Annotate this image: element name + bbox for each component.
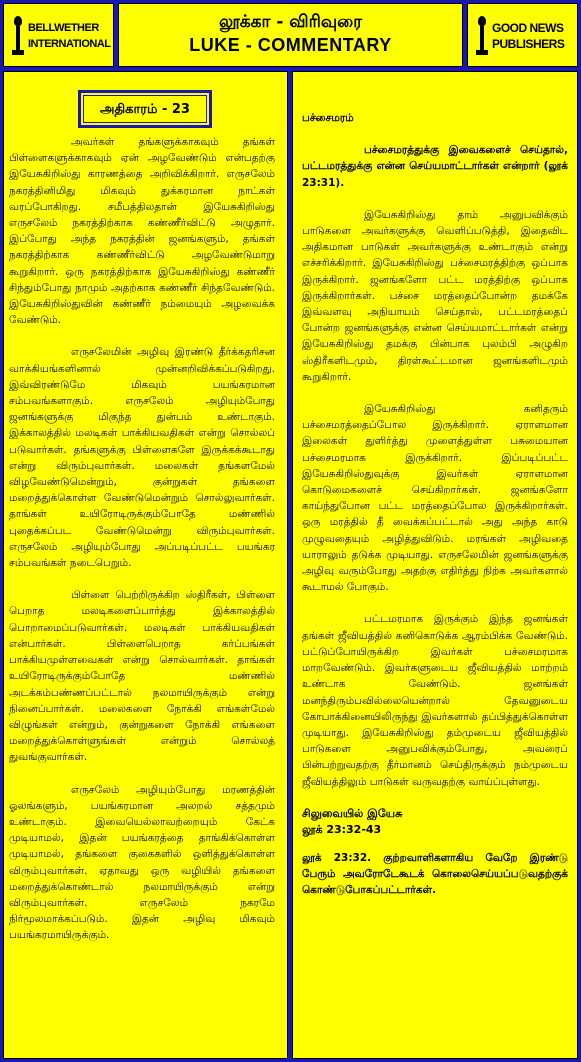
right-paragraph: இயேசுகிறிஸ்து கனிதரும் பச்சைமரத்தைப்போல இருக்கிறார். ஏராளமான இலைகள் துளிர்த்து முளைத்துள்ள பசுமையான பச்சைமரமாக இருக்கிறார். இப்படிப்பட்ட இயேசுகிறிஸ்துவுக்கு இவர்கள் ஏராளமான கொடுமைகளைச் செய்கிறார்கள். ஜனங்களோ காய்ந்துபோன பட்ட மரத்தைப்போல இருக்கிறார்கள். ஒரு மரத்தில் தீ வைக்கப்பட்டால் அது அந்த காடு முழுவதையும் அழித்துவிடும். மரங்கள் அழிவதை யாராலும் தடுக்க முடியாது. எருசலேமின் ஜனங்களுக்கு அழிவு வரும்போது அதற்கு எதிர்த்து நிற்க அவர்களால் கூடாமல் போகும். — [302, 403, 568, 594]
section-title-line2: லூக் 23:32-43 — [302, 822, 382, 836]
section-title — [302, 806, 568, 838]
lamp-icon — [476, 16, 488, 56]
right-paragraph: பட்டமரமாக இருக்கும் இந்த ஜனங்கள் தங்கள் ஜீவியத்தில் கனிகொடுக்க ஆரம்பிக்க வேண்டும். பட்டுப்போயிருக்கிற இவர்கள் பச்சைமரமாக மாறவேண்டும். இவர்களுடைய ஜீவியத்தில் மாற்றம் உண்டாக வேண்டும். ஜனங்கள் மனந்திரும்பவில்லையென்றால் தேவனுடைய கோபாக்கினையிலிருந்து இவர்களால் தப்பித்துக்கொள்ள முடியாது. இயேசுகிறிஸ்து தம்முடைய ஜீவியத்தில் பாடுகளை அனுபவிக்கும்போது, அவரைப் பின்பற்றுவதற்கு தீர்மானம் செய்திருக்கும் நம்முடைய ஜீவியத்திலும் பாடுகள் வருவதற்கு வாய்ப்புள்ளது. — [302, 613, 568, 788]
header-left-logo-panel — [3, 3, 114, 67]
scripture-quote: பச்சைமரத்துக்கு இவைகளைச் செய்தால், பட்டமரத்துக்கு என்ன செய்யமாட்டார்கள் என்றார் (லூக் 23:31). — [302, 144, 568, 189]
chapter-label: அதிகாரம் - 23 — [83, 95, 207, 123]
left-paragraph: பிள்ளை பெற்றிருக்கிற ஸ்திரீகள், பிள்ளை பெறாத மலடிகளைப்பார்த்து இக்காலத்தில் பொறாமைப்படுவார்கள். மலடிகள் பாக்கியவதிகள் என்பார்கள். பிள்ளைபெறாத கர்ப்பங்கள் பாக்கியமுள்ளவைகள் என்று சொல்வார்கள். தாங்கள் உயிரோடிருக்கும்போதே மண்ணில் அடக்கம்பண்ணப்பட்டால் நலமாயிருக்கும் என்று நினைப்பார்கள். மலைகளை நோக்கி எங்கள்மேல் விழுங்கள் என்றும், குன்றுகளை நோக்கி எங்களை மறைத்துக்கொள்ளுங்கள் என்றும் சொல்லத் துவங்குவார்கள். — [9, 589, 275, 764]
title-tamil: லூக்கா - விரிவுரை — [218, 12, 363, 32]
right-body-text — [302, 110, 568, 898]
right-heading: பச்சைமரம் — [302, 112, 354, 124]
header-title-panel — [118, 3, 463, 67]
logo-right-line1: GOOD NEWS — [492, 21, 564, 35]
logo-left-line1: BELLWETHER — [28, 22, 99, 34]
left-body-text — [9, 134, 275, 960]
left-paragraph: எருசலேம் அழியும்போது மரணத்தின் ஓலங்களும், பயங்கரமான அலறல் சத்தமும் உண்டாகும். இவையெல்லாவற்றையும் கேட்க முடியாமல், இதன் பயங்கரத்தை தாங்கிக்கொள்ள முடியாமல், தங்களை குகைகளில் ஒளித்துக்கொள்ள விரும்புவார்கள். ஏதாவது ஒரு வழியில் தங்களை மறைத்துக்கொண்டால் நலமாயிருக்கும் என்று விரும்புவார்கள். எருசலேம் நகரமே நிர்மூலமாக்கப்படும். இதன் அழிவு மிகவும் பயங்கரமாயிருக்கும். — [9, 783, 275, 942]
logo-left-line2: INTERNATIONAL — [28, 38, 111, 50]
left-paragraph: எருசலேமின் அழிவு இரண்டு தீர்க்கதரிசன வாக்கியங்களினால் முன்னறிவிக்கப்படுகிறது. இவ்விரண்டுமே மிகவும் பயங்கரமான சம்பவங்களாகும். எருசலேம் அழியும்போது ஜனங்களுக்கு மிகுந்த துன்பம் உண்டாகும். இக்காலத்தில் மலடிகள் பாக்கியவதிகள் என்று சொல்லப் படுவார்கள். தங்களுக்கு பிள்ளைகளே இருக்கக்கூடாது என்று விரும்புவார்கள். மலைகள் தங்களமேல் விழவேண்டுமென்றும், குன்றுகள் தங்களை மறைத்துக்கொள்ள வேண்டுமென்றும் சொல்லுவார்கள். தாங்கள் உயிரோடிருக்கும்போதே மண்ணில் புதைக்கப்பட வேண்டுமென்று விரும்புவார்கள். எருசலேம் அழியும்போது அப்படிப்பட்ட பயங்கர சம்பவங்கள் நடைபெறும். — [9, 346, 275, 570]
section-title-line1: சிலுவையில் இயேசு — [302, 806, 403, 820]
left-column — [3, 71, 288, 1059]
verse-text: லூக் 23:32. குற்றவாளிகளாகிய வேறே இரண்டு பேரும் அவரோடேகூடக் கொலைசெய்யப்படுவதற்குக் கொண்டுபோகப்பட்டார்கள். — [302, 851, 568, 897]
logo-right-line2: PUBLISHERS — [492, 37, 565, 51]
chapter-label-box — [78, 90, 212, 128]
left-paragraph: அவர்கள் தங்களுக்காகவும் தங்கள் பிள்ளைகளுக்காகவும் ஏன் அழவேண்டும் என்பதற்கு இயேசுகிறிஸ்து காரணத்தை அறிவிக்கிறார். எருசலேம் நகரத்தினிமிது மிகவும் துக்கரமான நாட்கள் வரப்போகிறது. சமீபத்திலதான் இயேசுகிறிஸ்து எருசலேம் நகரத்திற்காக கண்ணீர்விட்டு அழுதார். இப்போது அந்த நகரத்தின் ஜனங்களும், தங்கள் நகரத்திற்காக கண்ணீர்விட்டு அழவேண்டுமாறு கூறுகிறார். ஒரு நகரத்திற்காக இயேசுகிறிஸ்து கண்ணீர் சிந்தும்போது நாமும் அதற்காக கண்ணீர் சிந்தவேண்டும். இயேசுகிறிஸ்துவின் கண்ணீர் நம்மையும் அழவைக்க வேண்டும். — [9, 136, 275, 327]
right-paragraph: இயேசுகிறிஸ்து தாம் அனுபவிக்கும் பாடுகளை அவர்களுக்கு வெளிப்படுத்தி, இதைவிட அதிகமான பாடுகள் அவர்களுக்கு உண்டாகும் என்று எச்சரிக்கிறார். இயேசுகிறிஸ்து பச்சைமரத்திற்கு ஒப்பாக இருக்கிறார். ஜனங்களோ பட்ட மரத்திற்கு ஒப்பாக இருக்கிறார்கள். பச்சை மரத்தைப்போன்ற தமக்கே இவ்வளவு அநியாயம் செய்தால், பட்டமரத்தைப் போன்ற ஜனங்களுக்கு என்ன செய்யமாட்டார்கள் என்று இயேசுகிறிஸ்து தமக்கு பின்பாக புலம்பி அழுகிற ஸ்திரீகளிடமும், திரள்கூட்டமான ஜனங்களிடமும் கூறுகிறார். — [302, 208, 568, 383]
lamp-icon — [12, 16, 24, 56]
header-right-logo-panel — [467, 3, 578, 67]
right-column — [292, 71, 578, 1059]
title-english: LUKE - COMMENTARY — [189, 35, 392, 55]
